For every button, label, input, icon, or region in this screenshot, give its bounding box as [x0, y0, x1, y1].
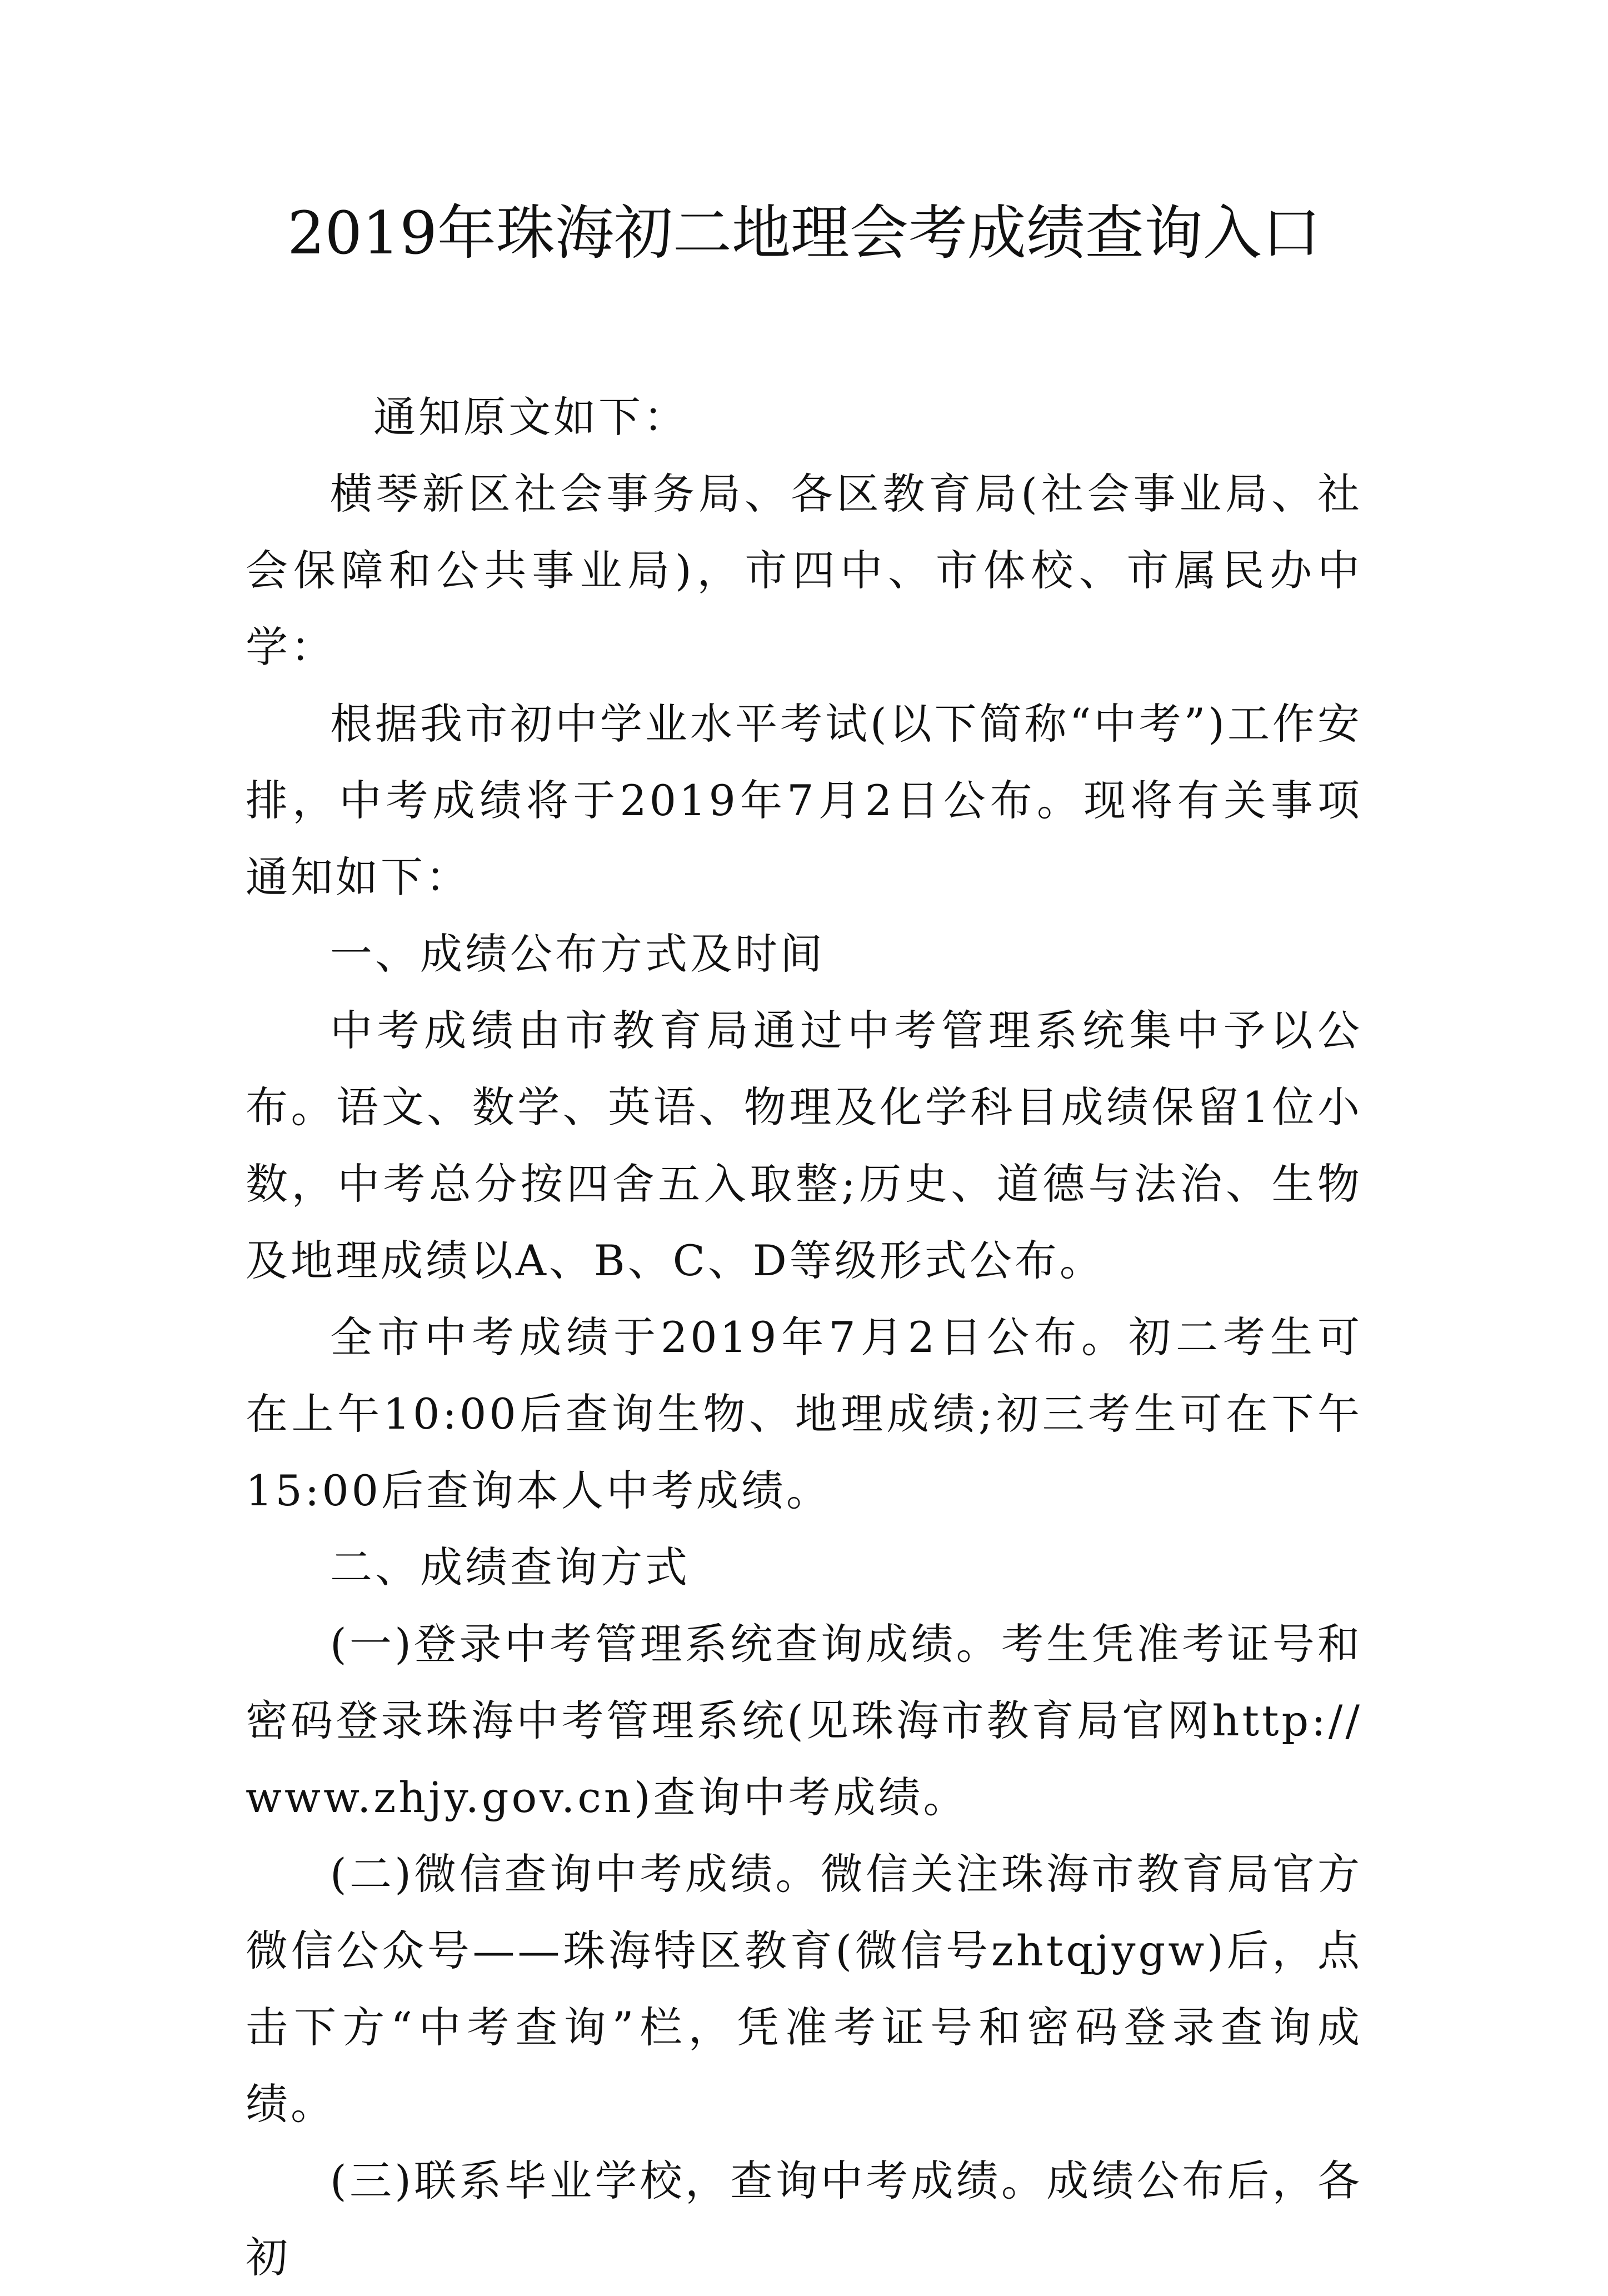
- paragraph-publish-time: 全市中考成绩于2019年7月2日公布。初二考生可在上午10:00后查询生物、地理成绩;初三考生可在下午15:00后查询本人中考成绩。: [246, 1312, 1362, 1515]
- paragraph-query-school: (三)联系毕业学校，查询中考成绩。成绩公布后，各初: [246, 2156, 1362, 2282]
- document-title: 2019年珠海初二地理会考成绩查询入口: [287, 199, 1321, 267]
- document-body: [246, 379, 1362, 2296]
- paragraph-intro: 通知原文如下：: [373, 392, 688, 442]
- paragraph-publish-method: 中考成绩由市教育局通过中考管理系统集中予以公布。语文、数学、英语、物理及化学科目成绩保留1位小数，中考总分按四舍五入取整;历史、道德与法治、生物及地理成绩以A、B、C、D等级形式公布。: [246, 1006, 1362, 1285]
- paragraph-query-system: (一)登录中考管理系统查询成绩。考生凭准考证号和密码登录珠海中考管理系统(见珠海市教育局官网http://www.zhjy.gov.cn)查询中考成绩。: [246, 1619, 1362, 1822]
- section-heading-1: 一、成绩公布方式及时间: [330, 929, 825, 979]
- paragraph-recipients: 横琴新区社会事务局、各区教育局(社会事业局、社会保障和公共事业局)，市四中、市体校、市属民办中学：: [246, 469, 1362, 672]
- paragraph-arrangement: 根据我市初中学业水平考试(以下简称“中考”)工作安排，中考成绩将于2019年7月2日公布。现将有关事项通知如下：: [246, 699, 1363, 902]
- section-heading-2: 二、成绩查询方式: [330, 1543, 690, 1592]
- paragraph-query-wechat: (二)微信查询中考成绩。微信关注珠海市教育局官方微信公众号——珠海特区教育(微信号zhtqjygw)后，点击下方“中考查询”栏，凭准考证号和密码登录查询成绩。: [246, 1849, 1362, 2129]
